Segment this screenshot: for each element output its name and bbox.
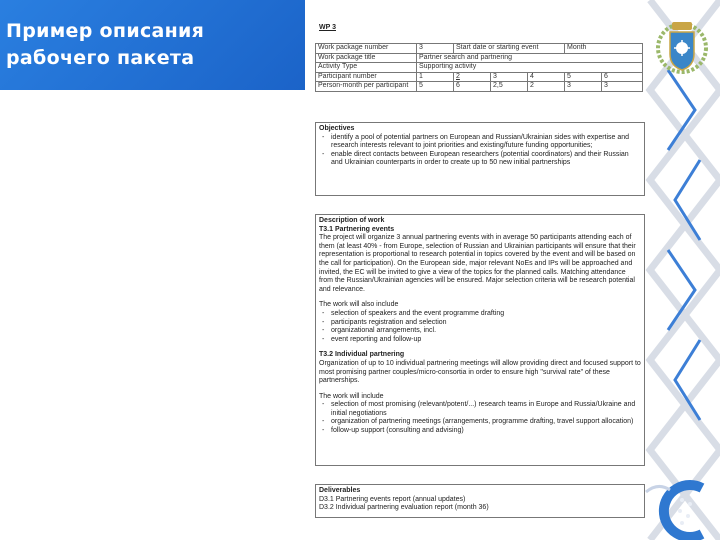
task-3-1-list (319, 310, 641, 344)
cell-pm-2: 6 (454, 82, 491, 92)
cell-participant-2: 2 (454, 72, 491, 82)
deliverable-item: D3.2 Individual partnering evaluation report (month 36) (319, 504, 489, 512)
deliverables-box (315, 484, 645, 518)
list-item: - organizational arrangements, incl. (331, 327, 641, 336)
cell-person-month-label: Person-month per participant (316, 82, 417, 92)
cell-pm-1: 5 (417, 82, 454, 92)
objectives-box (315, 122, 645, 196)
table-row (316, 53, 643, 63)
list-item: - identify a pool of potential partners on European and Russian/Ukrainian sides with expertise and research interests relevant to joint priorities and existing/future funding opportunities; (331, 134, 641, 151)
table-row (316, 72, 643, 82)
cell-start-date-label: Start date or starting event (454, 44, 565, 54)
wp-label: WP 3 (319, 24, 336, 31)
cell-month-label: Month (565, 44, 643, 54)
table-row (316, 44, 643, 54)
table-row (316, 63, 643, 73)
decorative-diamond-pattern (640, 0, 720, 540)
cell-wp-title-label: Work package title (316, 53, 417, 63)
description-box (315, 214, 645, 466)
list-item: - participants registration and selection (331, 319, 641, 328)
cell-participant-number-label: Participant number (316, 72, 417, 82)
description-heading: Description of work (319, 217, 385, 224)
task-3-2-list (319, 401, 641, 435)
deliverable-item: D3.1 Partnering events report (annual updates) (319, 495, 466, 503)
slide-title-line2: рабочего пакета (6, 47, 195, 69)
project-logo-icon (640, 478, 720, 540)
title-panel (0, 0, 305, 90)
task-3-1-title: T3.1 Partnering events (319, 225, 395, 233)
cell-wp-title: Partner search and partnering (417, 53, 643, 63)
cell-activity-type-label: Activity Type (316, 63, 417, 73)
list-item: - organization of partnering meetings (arrangements, programme drafting, travel support allocation) (331, 418, 641, 427)
deliverables-heading: Deliverables (319, 487, 361, 494)
list-item: - event reporting and follow-up (331, 336, 641, 345)
objectives-list (319, 134, 641, 168)
cell-pm-5: 3 (565, 82, 602, 92)
cell-participant-5: 5 (565, 72, 602, 82)
cell-wp-number: 3 (417, 44, 454, 54)
task-3-2-include: The work will include (319, 392, 384, 400)
list-item: - follow-up support (consulting and advising) (331, 427, 641, 436)
cell-participant-6: 6 (602, 72, 643, 82)
task-3-2-title: T3.2 Individual partnering (319, 351, 405, 359)
cell-wp-number-label: Work package number (316, 44, 417, 54)
slide-title-line1: Пример описания (6, 20, 205, 42)
coat-of-arms-icon (654, 18, 710, 76)
list-item: - selection of most promising (relevant/potent/...) research teams in Europe and Russia/Ukraine and initial negotiations (331, 401, 641, 418)
list-item: - enable direct contacts between European researchers (potential coordinators) and their Russian and Ukrainian counterparts in order to create up to 50 new initial partnerships (331, 151, 641, 168)
list-item: - selection of speakers and the event programme drafting (331, 310, 641, 319)
cell-activity-type: Supporting activity (417, 63, 643, 73)
slide-title (6, 18, 204, 72)
work-package-table (315, 43, 643, 92)
task-3-1-also: The work will also include (319, 301, 399, 309)
table-row (316, 82, 643, 92)
task-3-2-text: Organization of up to 10 individual partnering meetings will allow providing direct and focused support to most promising partner couples/micro-consortia in order to ensure high "survival rate" of these partnerships. (319, 359, 641, 385)
cell-pm-4: 2 (528, 82, 565, 92)
cell-participant-3: 3 (491, 72, 528, 82)
cell-pm-3: 2,5 (491, 82, 528, 92)
task-3-1-text: The project will organize 3 annual partnering events with in average 50 participants attending each of them (at least 40% - from Europe, selection of Russian and Ukrainian participants will ensure that their representation is proportional to research potential in topics covered by the event and will be based on the call for participation). On the European side, major relevant NoEs and IPs will be approached and invited, the EC will be invited to give a view of the topics for the planned calls. Matching attendance from the Russian/Ukrainian agencies will be ensured. Major selection criteria will be research potential and relevance. (319, 234, 636, 293)
objectives-heading: Objectives (319, 125, 355, 132)
cell-participant-1: 1 (417, 72, 454, 82)
cell-participant-4: 4 (528, 72, 565, 82)
cell-pm-6: 3 (602, 82, 643, 92)
